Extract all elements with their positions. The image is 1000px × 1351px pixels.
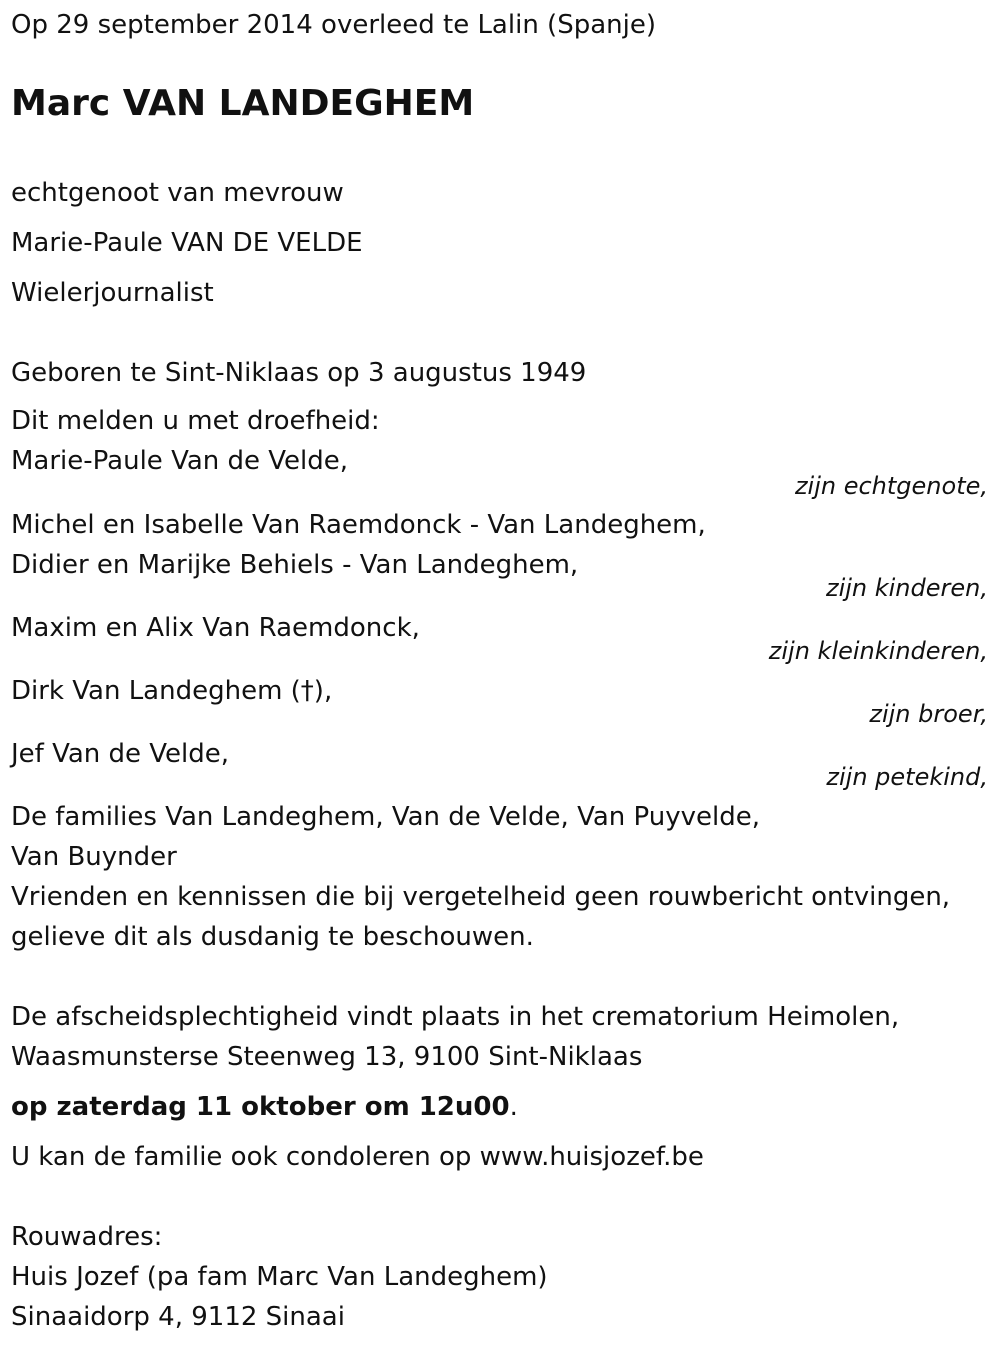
families-line: Van Buynder [11, 842, 177, 872]
ceremony-date: op zaterdag 11 oktober om 12u00 [11, 1092, 510, 1122]
address-line: Huis Jozef (pa fam Marc Van Landeghem) [11, 1262, 548, 1292]
friends-line: Vrienden en kennissen die bij vergetelheid geen rouwbericht ontvingen, [11, 882, 951, 912]
address-line: Sinaaidorp 4, 9112 Sinaai [11, 1302, 345, 1332]
family-relation: zijn echtgenote, [794, 472, 988, 500]
ceremony-line: Waasmunsterse Steenweg 13, 9100 Sint-Niklaas [11, 1042, 643, 1072]
ceremony-date-period: . [509, 1092, 518, 1122]
family-relation: zijn kleinkinderen, [768, 637, 988, 665]
family-member: Jef Van de Velde, [11, 739, 230, 769]
spouse-intro: echtgenoot van mevrouw [11, 178, 344, 208]
family-relation: zijn petekind, [826, 763, 988, 791]
family-member: Dirk Van Landeghem (†), [11, 676, 333, 706]
deceased-name: Marc VAN LANDEGHEM [11, 83, 475, 124]
family-relation: zijn kinderen, [825, 574, 988, 602]
birth-info: Geboren te Sint-Niklaas op 3 augustus 1949 [11, 358, 587, 388]
family-member: Didier en Marijke Behiels - Van Landeghem, [11, 550, 579, 580]
death-notice-intro: Op 29 september 2014 overleed te Lalin (Spanje) [11, 10, 656, 40]
family-member: Marie-Paule Van de Velde, [11, 446, 349, 476]
friends-line: gelieve dit als dusdanig te beschouwen. [11, 922, 534, 952]
profession: Wielerjournalist [11, 278, 214, 308]
ceremony-line: De afscheidsplechtigheid vindt plaats in het crematorium Heimolen, [11, 1002, 900, 1032]
ceremony-date-line [11, 1091, 518, 1123]
announce-line: Dit melden u met droefheid: [11, 406, 380, 436]
family-member: Michel en Isabelle Van Raemdonck - Van Landeghem, [11, 510, 706, 540]
family-relation: zijn broer, [869, 700, 988, 728]
address-label: Rouwadres: [11, 1222, 163, 1252]
condolence-line: U kan de familie ook condoleren op www.huisjozef.be [11, 1142, 704, 1172]
spouse-name: Marie-Paule VAN DE VELDE [11, 228, 363, 258]
family-member: Maxim en Alix Van Raemdonck, [11, 613, 420, 643]
families-line: De families Van Landeghem, Van de Velde, Van Puyvelde, [11, 802, 760, 832]
